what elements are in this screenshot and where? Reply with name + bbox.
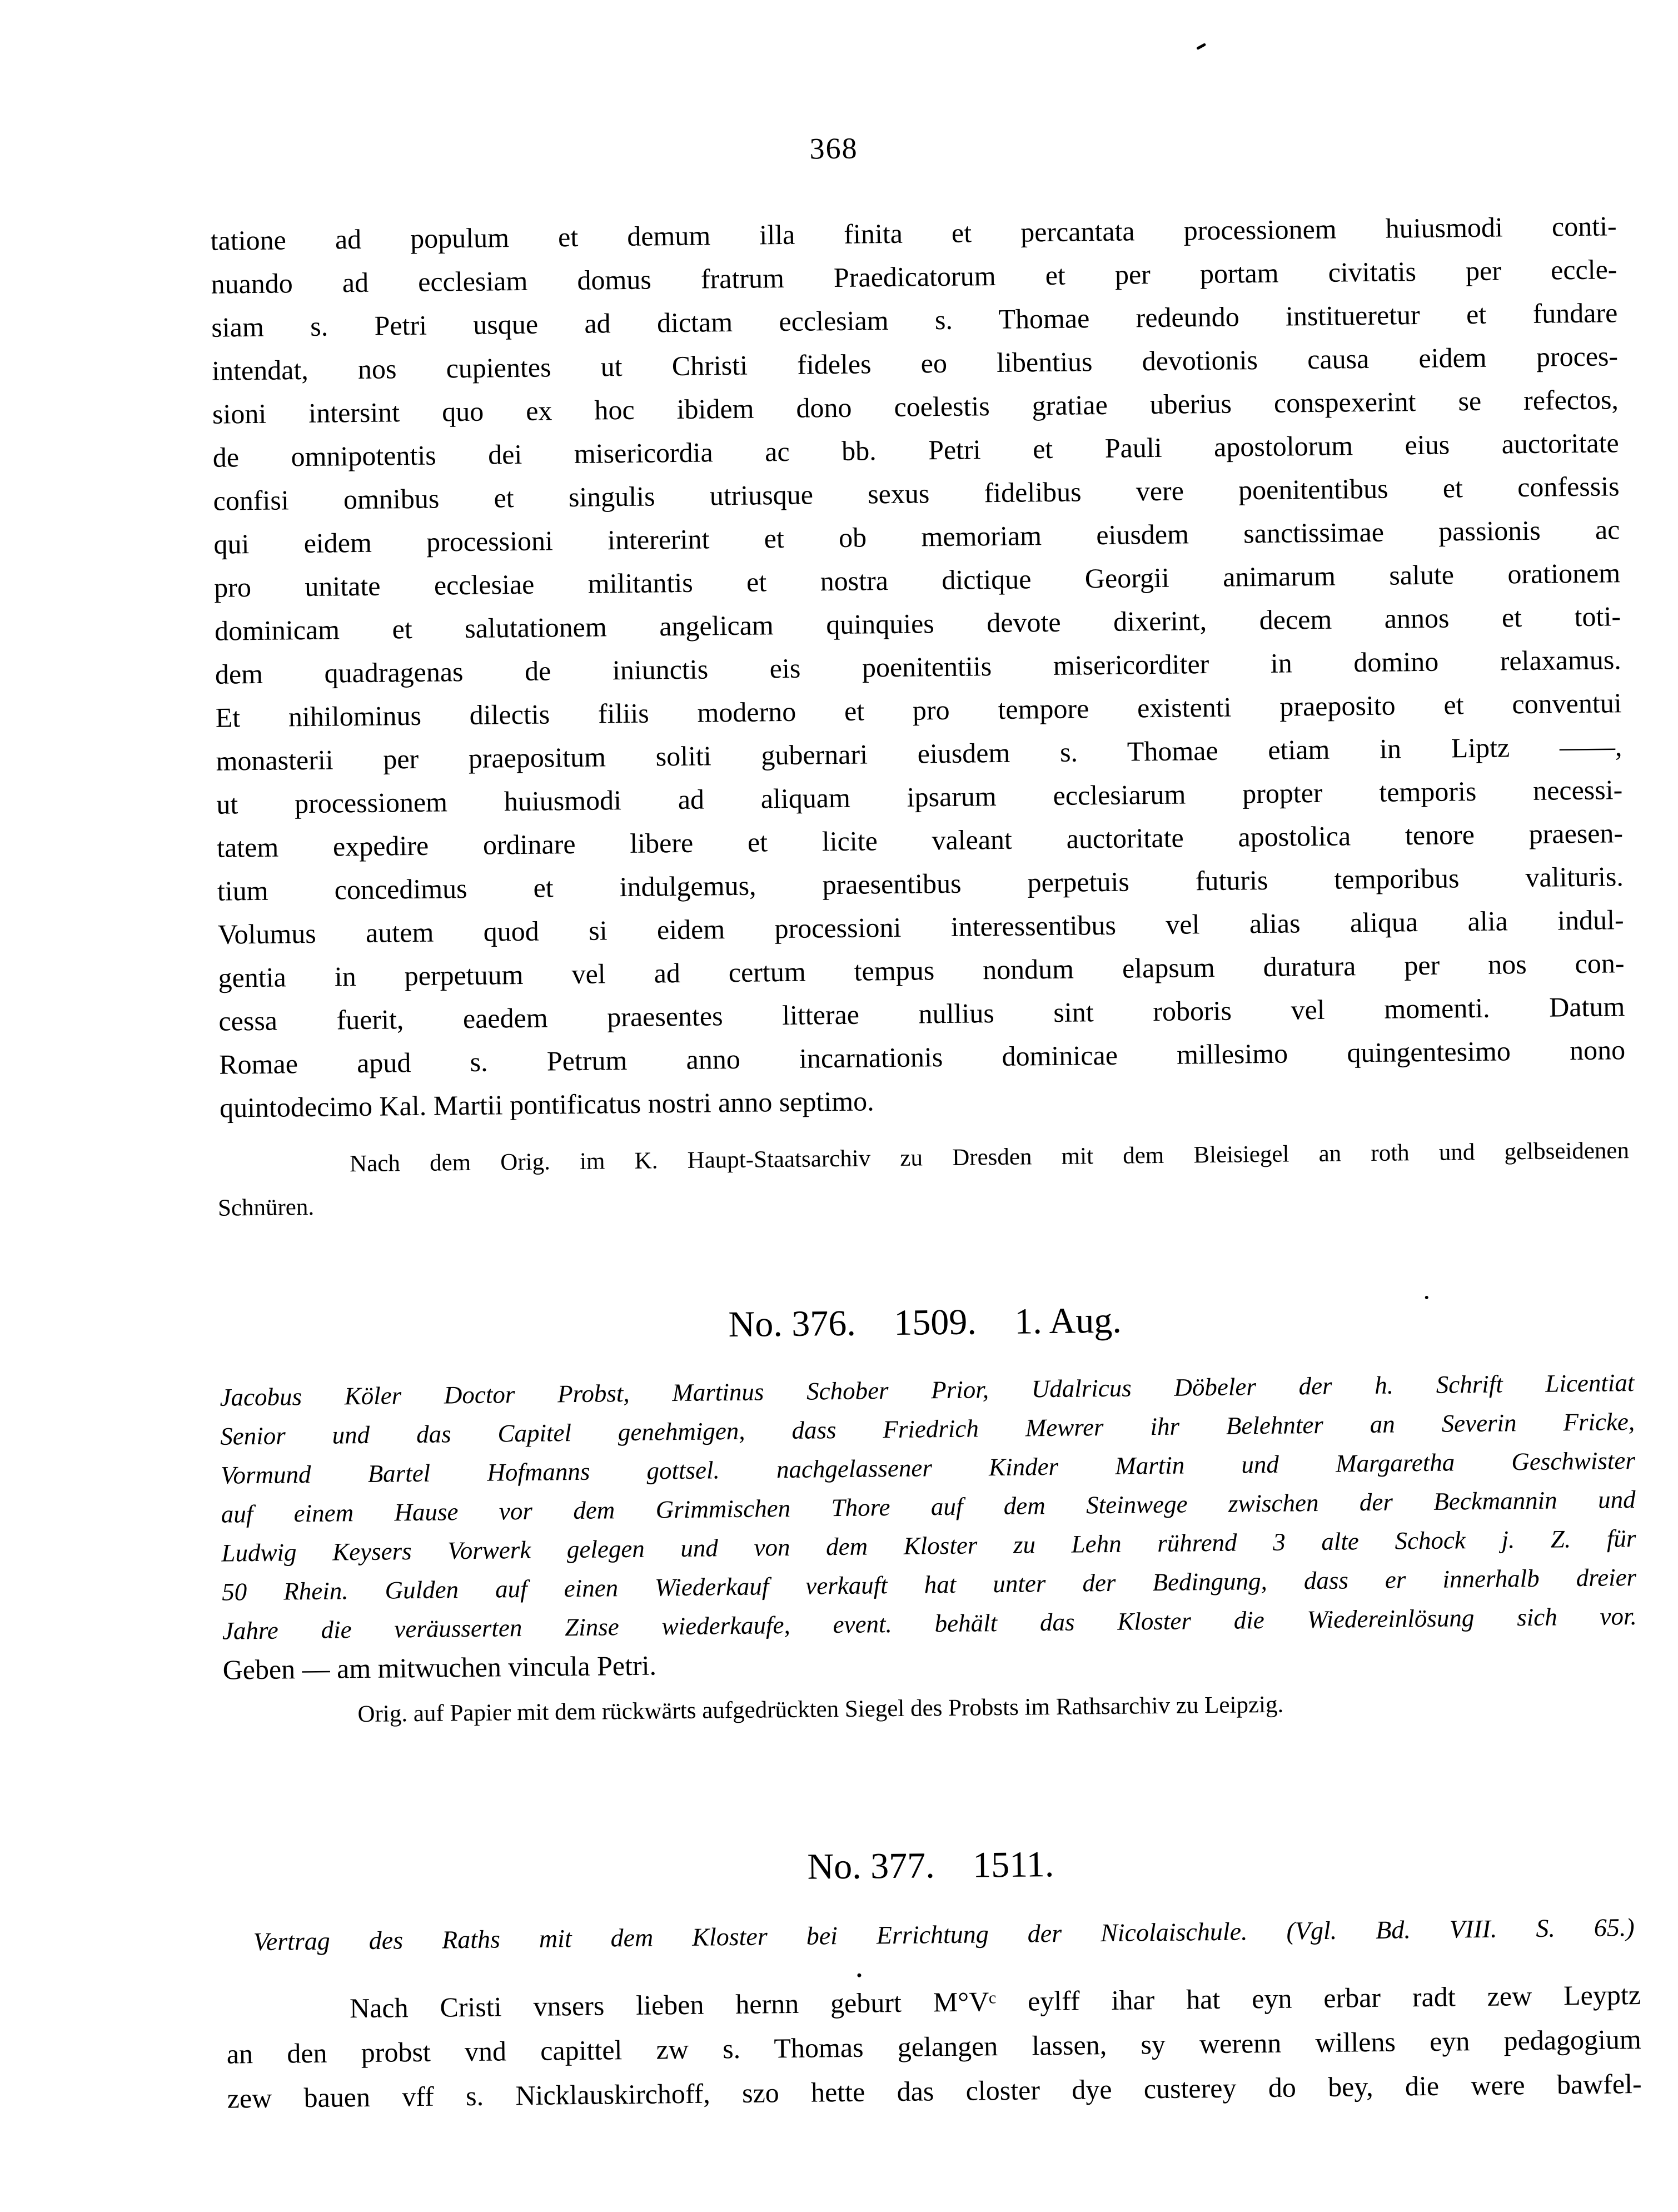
text-line: Jacobus Köler Doctor Probst, Martinus Schober Prior, Udalricus Döbeler der h. Schrift Licentiat (220, 1369, 1635, 1411)
entry-377-year: 1511. (972, 1844, 1054, 1886)
text-line: siam s. Petri usque ad dictam ecclesiam s. Thomae redeundo institueretur et fundare (211, 297, 1618, 343)
text-line: gentia in perpetuum vel ad certum tempus nondum elapsum duratura per nos con- (218, 947, 1625, 993)
entry-376-dateline: Geben — am mitwuchen vincula Petri. (222, 1649, 657, 1686)
text-line: Nach dem Orig. im K. Haupt-Staatsarchiv zu Dresden mit dem Bleisiegel an roth und gelbseidenen (349, 1137, 1630, 1177)
scan-speck (857, 1974, 861, 1977)
text-line: 50 Rhein. Gulden auf einen Wiederkauf verkauft hat unter der Bedingung, dass er innerhalb dreier (221, 1563, 1637, 1606)
text-line: sioni intersint quo ex hoc ibidem dono coelestis gratiae uberius conspexerint se refectos, (212, 384, 1619, 430)
text-line: quintodecimo Kal. Martii pontificatus nostri anno septimo. (219, 1085, 874, 1124)
entry-376-heading (222, 1293, 1629, 1352)
text-line: confisi omnibus et singulis utriusque sexus fidelibus vere poenitentibus et confessis (213, 470, 1620, 516)
text-line: an den probst vnd capittel zw s. Thomas gelangen lassen, sy werenn willens eyn pedagogium (226, 2023, 1642, 2070)
text-line: dominicam et salutationem angelicam quinquies devote dixerint, decem annos et toti- (214, 600, 1621, 647)
text-line: auf einem Hause vor dem Grimmischen Thore auf dem Steinwege zwischen der Beckmannin und (221, 1485, 1636, 1528)
entry-377-body (226, 1972, 1642, 2121)
entry-376-number: No. 376. (728, 1303, 857, 1345)
latin-entry-body (210, 204, 1626, 1129)
source-note-leipzig: Orig. auf Papier mit dem rückwärts aufgedrückten Siegel des Probsts im Rathsarchiv zu Leipzig. (357, 1691, 1284, 1728)
scan-speck (1196, 43, 1206, 50)
text-line: tatione ad populum et demum illa finita et percantata processionem huiusmodi conti- (210, 210, 1617, 256)
text-line: cessa fuerit, eaedem praesentes litterae nullius sint roboris vel momenti. Datum (218, 991, 1625, 1037)
entry-376-year: 1509. (893, 1301, 977, 1343)
text-line: ut processionem huiusmodi ad aliquam ipsarum ecclesiarum propter temporis necessi- (216, 774, 1623, 820)
text-line: Nach Cristi vnsers lieben hernn geburt M°Vᶜ eylff ihar hat eyn erbar radt zew Leyptz (349, 1979, 1641, 2024)
entry-376-regest (220, 1363, 1637, 1689)
text-line: tatem expedire ordinare libere et licite valeant auctoritate apostolica tenore praesen- (216, 817, 1624, 863)
text-line: tium concedimus et indulgemus, praesentibus perpetuis futuris temporibus valituris. (217, 861, 1624, 907)
entry-376-date: 1. Aug. (1014, 1300, 1122, 1342)
text-line: monasterii per praepositum soliti gubernari eiusdem s. Thomae etiam in Liptz ——, (216, 730, 1622, 777)
entry-377-number: No. 377. (807, 1845, 935, 1887)
page-number: 368 (809, 131, 858, 166)
entry-377-heading (227, 1836, 1634, 1895)
text-line: Volumus autem quod si eidem processioni interessentibus vel alias aliqua alia indul- (217, 904, 1624, 950)
text-line: Romae apud s. Petrum anno incarnationis dominicae millesimo quingentesimo nono (218, 1034, 1626, 1080)
text-line: dem quadragenas de iniunctis eis poenitentiis misericorditer in domino relaxamus. (215, 644, 1622, 690)
text-line: Schnüren. (217, 1194, 315, 1221)
text-line: Senior und das Capitel genehmigen, dass Friedrich Mewrer ihr Belehnter an Severin Fricke, (220, 1408, 1635, 1450)
text-line: Vormund Bartel Hofmanns gottsel. nachgelassener Kinder Martin und Margaretha Geschwister (220, 1447, 1636, 1489)
text-line: nuando ad ecclesiam domus fratrum Praedicatorum et per portam civitatis per eccle- (211, 253, 1617, 300)
text-line: Ludwig Keysers Vorwerk gelegen und von dem Kloster zu Lehn rührend 3 alte Schock j. Z. für (221, 1524, 1636, 1567)
source-note-dresden (217, 1129, 1630, 1230)
text-line: zew bauen vff s. Nicklauskirchoff, szo hette das closter dye custerey do bey, die were bawfel- (227, 2067, 1642, 2114)
entry-377-title: Vertrag des Raths mit dem Kloster bei Errichtung der Nicolaischule. (Vgl. Bd. VIII. S. 65.) (253, 1913, 1635, 1956)
text-line: pro unitate ecclesiae militantis et nostra dictique Georgii animarum salute orationem (213, 557, 1621, 603)
text-line: intendat, nos cupientes ut Christi fideles eo libentius devotionis causa eidem proces- (211, 340, 1619, 386)
text-line: Jahre die veräusserten Zinse wiederkaufe, event. behält das Kloster die Wiedereinlösung sich vor. (222, 1602, 1637, 1645)
text-line: qui eidem processioni intererint et ob memoriam eiusdem sanctissimae passionis ac (213, 514, 1620, 560)
text-line: Et nihilominus dilectis filiis moderno et pro tempore existenti praeposito et conventui (215, 687, 1622, 733)
scan-speck (1425, 1296, 1428, 1299)
entry-376-regest-lines (220, 1363, 1637, 1651)
text-line: de omnipotentis dei misericordia ac bb. Petri et Pauli apostolorum eius auctoritate (212, 427, 1619, 473)
